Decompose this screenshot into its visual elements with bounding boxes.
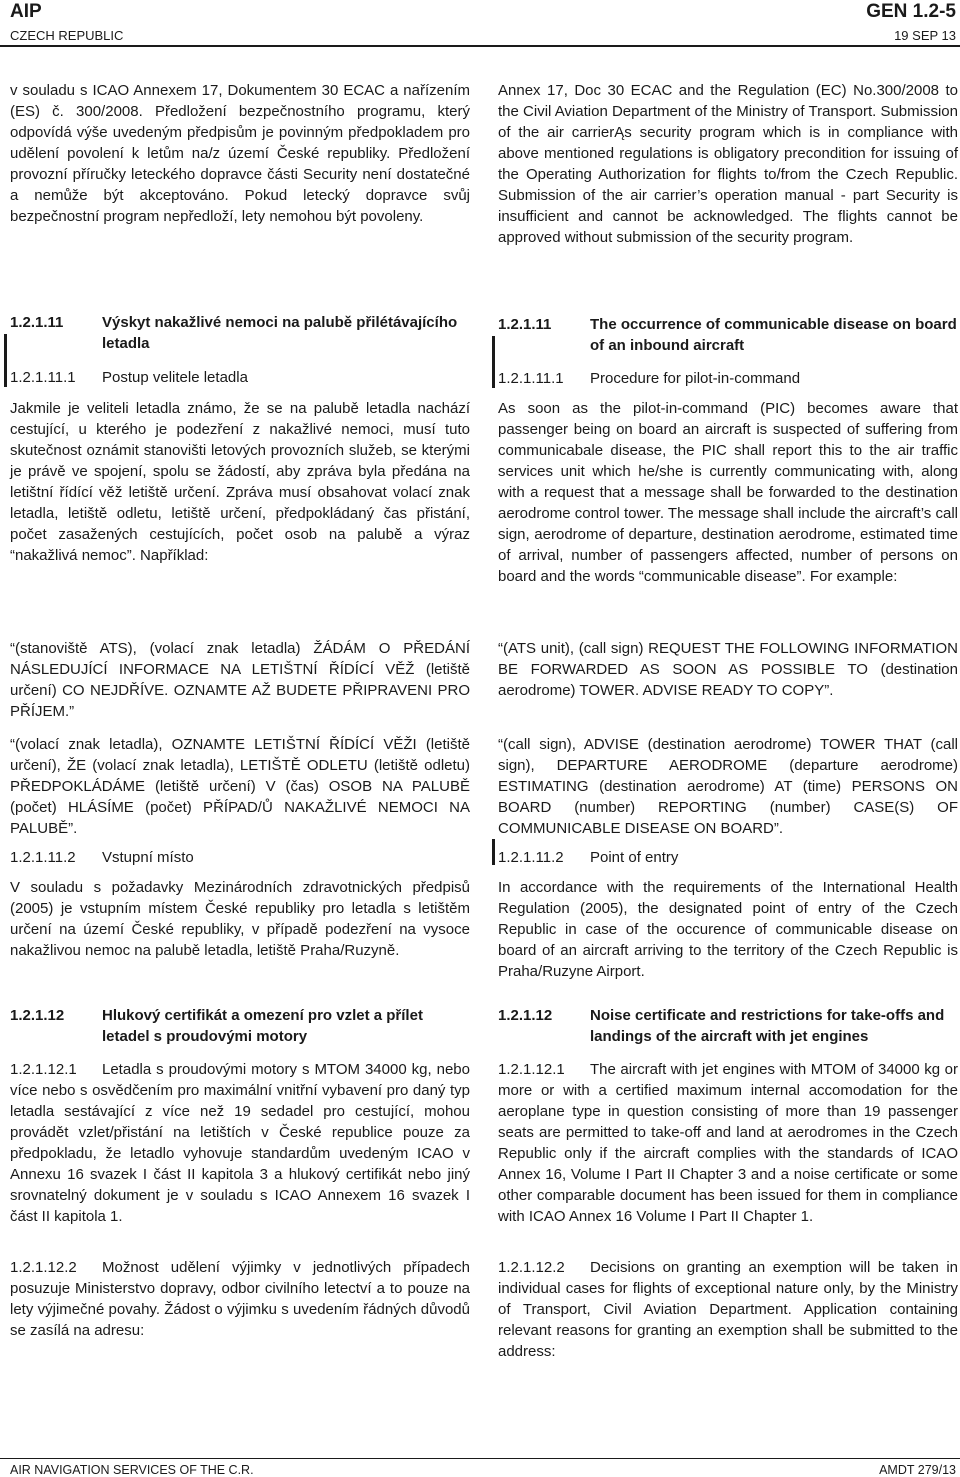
effective-date: 19 SEP 13 <box>894 28 956 43</box>
subsection-1-2-1-11-1-heading <box>10 367 470 388</box>
subsection-title: Postup velitele letadla <box>102 369 248 386</box>
intro-paragraph: Annex 17, Doc 30 ECAC and the Regulation (EC) No.300/2008 to the Civil Aviation Department of the Ministry of Transport. Submission of the air carrierĄs security program which is in compliance with above mentioned regulations is obligatory precondition for issuing of the Operating Authorization for flights to/from the Czech Republic. Submission of the air carrier’s operation manual - part Security is insufficient and cannot be acknowledged. The flights cannot be approved without submission of the security program. <box>498 82 958 246</box>
point-of-entry-paragraph: V souladu s požadavky Mezinárodních zdravotnických předpisů (2005) je vstupním místem České republiky pro letadla s letištěm určení na území České republiky, v případě podezření na vysoce nakažlivou nemoc na palubě letadla, letiště Praha/Ruzyně. <box>10 879 470 959</box>
subsection-1-2-1-11-2-heading <box>10 847 470 868</box>
subsection-title: Point of entry <box>590 849 679 866</box>
procedure-paragraph: As soon as the pilot-in-command (PIC) becomes aware that passenger being on board an aircraft is suspected of suffering from communicabale disease, the PIC shall report this to the air traffic services unit which he/she is currently communicating with, along with a request that a message shall be forwarded to the destination aerodrome control tower. The message shall include the aircraft’s call sign, aerodrome of departure, destination aerodrome, estimated time of arrival, number of passengers affected, number of persons on board and the words “communicable disease”. For example: <box>498 400 958 585</box>
subsection-body: Decisions on granting an exemption will be taken in individual cases for flights of exceptional nature only, by the Ministry of Transport, Civil Aviation Department. Application containing relevant reasons for granting an exemption shall be submitted to the address: <box>498 1259 958 1360</box>
example-phraseology-2: “(call sign), ADVISE (destination aerodrome) TOWER THAT (call sign), DEPARTURE AERODROME (departure aerodrome) ESTIMATING (destination aerodrome) AT (time) PERSONS ON BOARD (number) REPORTING (number) CASE(S) OF COMMUNICABLE DISEASE ON BOARD”. <box>498 736 958 837</box>
subsection-title: Vstupní místo <box>102 849 194 866</box>
noise-paragraph-1 <box>10 1059 470 1227</box>
change-bar <box>4 357 7 387</box>
subsection-number: 1.2.1.11.2 <box>498 849 564 866</box>
subsection-number: 1.2.1.11.1 <box>498 370 564 387</box>
subsection-1-2-1-11-1-heading <box>498 368 958 389</box>
country-name: CZECH REPUBLIC <box>10 28 124 43</box>
footer-rule <box>0 1458 960 1459</box>
example-phraseology-2: “(volací znak letadla), OZNAMTE LETIŠTNÍ ŘÍDÍCÍ VĚŽI (letiště určení), ŽE (volací znak letadla), LETIŠTĚ ODLETU (letiště odletu) PŘEDPOKLÁDÁME (letiště určení) V (čas) OSOB NA PALUBĚ (počet) HLÁSÍME (počet) PŘÍPAD/Ů NAKAŽLIVÉ NEMOCI NA PALUBĚ”. <box>10 736 470 837</box>
example-phraseology-1: “(stanoviště ATS), (volací znak letadla) ŽÁDÁM O PŘEDÁNÍ NÁSLEDUJÍCÍ INFORMACE NA LETIŠTNÍ ŘÍDÍCÍ VĚŽ (letiště určení) CO NEJDŘÍVE. OZNAMTE AŽ BUDETE PŘIPRAVENI PRO PŘÍJEM.” <box>10 640 470 720</box>
page-number: GEN 1.2-5 <box>866 1 956 22</box>
subsection-1-2-1-11-2-heading <box>498 847 958 868</box>
change-bar <box>492 358 495 388</box>
example-phraseology-1: “(ATS unit), (call sign) REQUEST THE FOLLOWING INFORMATION BE FORWARDED AS SOON AS POSSIBLE TO (destination aerodrome) TOWER. ADVISE READY TO COPY”. <box>498 640 958 699</box>
header-rule <box>0 45 960 47</box>
section-1-2-1-11-heading <box>498 314 958 356</box>
noise-paragraph-2 <box>498 1257 958 1362</box>
section-title: Výskyt nakažlivé nemoci na palubě přilétávajícího letadla <box>102 314 458 352</box>
section-number: 1.2.1.11 <box>498 316 552 333</box>
point-of-entry-paragraph: In accordance with the requirements of the International Health Regulation (2005), the designated point of entry of the Czech Republic in case of the occurence of communicable disease on board of an aircraft arriving to the territory of the Czech Republic is Praha/Ruzyne Airport. <box>498 879 958 980</box>
section-number: 1.2.1.12 <box>10 1007 65 1024</box>
section-1-2-1-12-heading <box>10 1005 470 1047</box>
section-title: Noise certificate and restrictions for take-offs and landings of the aircraft with jet engines <box>590 1007 945 1045</box>
section-title: The occurrence of communicable disease on board of an inbound aircraft <box>590 316 957 354</box>
noise-paragraph-2 <box>10 1257 470 1341</box>
noise-paragraph-1 <box>498 1059 958 1227</box>
section-1-2-1-11-heading <box>10 312 470 354</box>
change-bar <box>492 839 495 865</box>
intro-paragraph: v souladu s ICAO Annexem 17, Dokumentem 30 ECAC a nařízením (ES) č. 300/2008. Předložení bezpečnostního programu, který odpovídá výše uvedeným předpisům je povinným předpokladem pro udělení povolení k letům na/z území České republiky. Předložení provozní příručky leteckého dopravce části Security není dostatečné a nemůže být akceptováno. Pokud letecký dopravce svůj bezpečnostní program nepředloží, lety nemohou být povoleny. <box>10 82 470 225</box>
subsection-number: 1.2.1.12.2 <box>498 1259 565 1276</box>
procedure-paragraph: Jakmile je veliteli letadla známo, že se na palubě letadla nachází cestující, u kterého je podezření z nakažlivé nemoci, musí tuto skutečnost oznámit stanovišti letových provozních služeb, se kterými je právě ve spojení, spolu se žádostí, aby zpráva byla předána na letištní řídící věž letiště určení. Zpráva musí obsahovat volací znak letadla, letiště odletu, letiště určení, předpokládaný čas přistání, počet zasažených cestujících, počet osob na palubě a výraz “nakažlivá nemoc”. Například: <box>10 400 470 564</box>
subsection-number: 1.2.1.12.2 <box>10 1259 77 1276</box>
subsection-number: 1.2.1.12.1 <box>498 1061 565 1078</box>
amendment-number: AMDT 279/13 <box>879 1463 956 1477</box>
section-number: 1.2.1.12 <box>498 1007 553 1024</box>
header-left <box>10 0 123 45</box>
subsection-number: 1.2.1.11.1 <box>10 369 76 386</box>
section-number: 1.2.1.11 <box>10 314 64 331</box>
publisher: AIR NAVIGATION SERVICES OF THE C.R. <box>10 1463 254 1477</box>
section-title: Hlukový certifikát a omezení pro vzlet a přílet letadel s proudovými motory <box>102 1007 423 1045</box>
subsection-number: 1.2.1.12.1 <box>10 1061 77 1078</box>
subsection-body: Možnost udělení výjimky v jednotlivých případech posuzuje Ministerstvo dopravy, odbor civilního letectví a to pouze na lety výjimečné povahy. Žádost o výjimku s uvedením řádných důvodů se zasílá na adresu: <box>10 1259 470 1339</box>
doc-title: AIP <box>10 1 42 22</box>
section-1-2-1-12-heading <box>498 1005 958 1047</box>
header-right <box>866 0 956 45</box>
subsection-number: 1.2.1.11.2 <box>10 849 76 866</box>
subsection-body: The aircraft with jet engines with MTOM of 34000 kg or more or with a certified maximum internal accomodation for the aeroplane type in question consisting of more than 19 passenger seats are permitted to take-off and land at aerodromes in the Czech Republic only if the aircraft complies with the standards of ICAO Annex 16, Volume I Part II Chapter 3 and a noise certificate or some other comparable document has been issued for them in compliance with ICAO Annex 16 Volume I Part II Chapter 1. <box>498 1061 958 1225</box>
subsection-body: Letadla s proudovými motory s MTOM 34000 kg, nebo více nebo s osvědčením pro maximální vnitřní vybavení pro daný typ letadla sestávající z více než 19 sedadel pro cestující, mohou provádět vzlet/přistání na letištích v České republice pouze za předpokladu, že letadlo vyhovuje standardům uvedeným ICAO v Annexu 16 svazek I část II kapitola 3 a hlukový certifikát nebo jiný srovnatelný dokument je v souladu s ICAO Annexem 16 svazek I část II kapitola 1. <box>10 1061 470 1225</box>
subsection-title: Procedure for pilot-in-command <box>590 370 801 387</box>
